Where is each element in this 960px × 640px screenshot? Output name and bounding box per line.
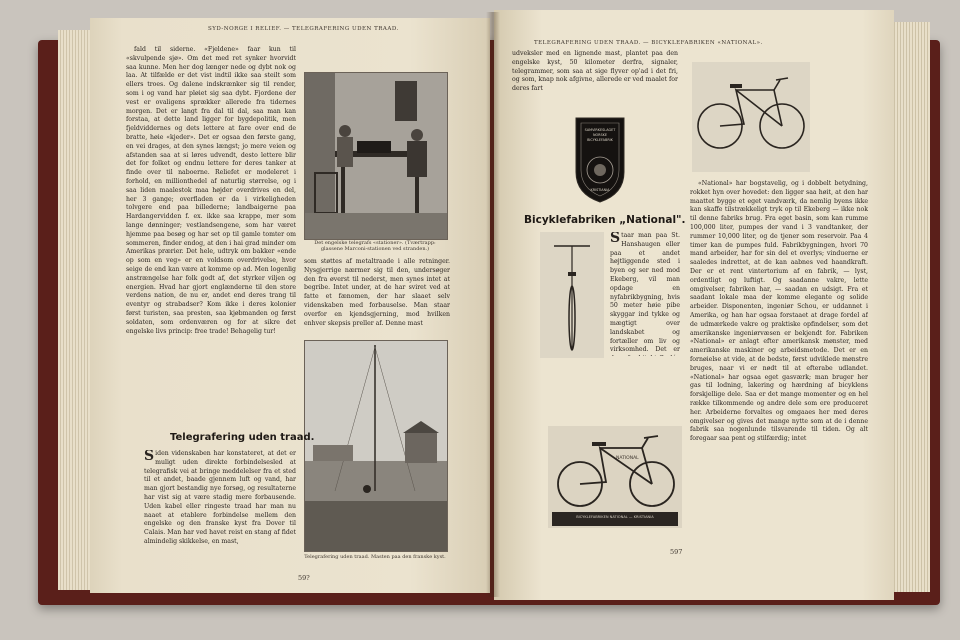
- badge-line-3: BICYKLEFABRIK: [587, 138, 613, 142]
- telegraph-office-photo: [304, 72, 448, 240]
- telegraph-section-title: Telegrafering uden traad.: [170, 432, 315, 443]
- page-edges-right: [892, 22, 930, 592]
- drop-cap-s: S: [144, 450, 155, 464]
- badge-line-4: KRISTIANIA: [590, 188, 610, 192]
- book-gutter: [486, 12, 500, 597]
- left-page: [90, 18, 490, 593]
- telegraph-section-text: [144, 450, 296, 568]
- mast-illustration: [305, 341, 447, 551]
- bicycle-side-view-image: [692, 62, 810, 172]
- left-column-text: [126, 46, 296, 426]
- mast-photo: [304, 340, 448, 552]
- bicycle-plate-image: [548, 426, 682, 528]
- right-running-head: TELEGRAFERING UDEN TRAAD. — BICYKLEFABRIKEN «NATIONAL».: [534, 40, 763, 46]
- left-running-head: SYD-NORGE I RELIEF. — TELEGRAFERING UDEN TRAAD.: [208, 26, 399, 32]
- bicycle-plate-illustration: [548, 426, 682, 528]
- national-mid-paragraph: taar man paa St. Hanshaugen eller paa et andet højtliggende sted i byen og ser ned mod Ekeberg, vil man opdage en nyfabrikbygning, hvis 50 meter høie pibe skyggar ind tykke og mægtigt over landskabet og fortæller om liv og virksomhed. Det er: [610, 232, 680, 354]
- telegraph-photo-caption: Det engelske telegrafs «stationer». (Tværtrapp: glassene Marconi-stationen ved stranden.): [314, 240, 436, 252]
- left-column-b-text: [304, 258, 450, 338]
- right-top-paragraph: udveksler med en lignende mast, plantet paa den engelske kyst, 50 kilometer derfra, signaler, telegrammer, som saa at sige flyver op'ad i det fri, og som, knap nok afgivne, allerede er ved maalet for deres fart: [512, 50, 678, 93]
- drop-cap-s-right: S: [610, 232, 621, 246]
- national-badge-logo: [572, 114, 628, 204]
- bike-brand-label: NATIONAL: [616, 456, 639, 461]
- bike-plate-caption: BICYKLEFABRIKEN NATIONAL — KRISTIANIA: [576, 515, 654, 519]
- left-page-number: 59?: [298, 574, 310, 582]
- badge-line-2: NORSKE: [592, 133, 608, 137]
- telegraph-office-illustration: [305, 73, 447, 239]
- right-page-number: 597: [670, 548, 683, 556]
- right-page: [494, 10, 894, 600]
- bicycle-front-view-image: [540, 232, 604, 358]
- telegraph-section-paragraph: iden videnskaben har konstateret, at det er muligt uden direkte forbindelsesled at telegrafisk vei at bringe meddelelser fra et sted til et andet, baade gjennem luft og vand, har man gjort bestandig nye forsøg, og resultaterne har vist sig at være stadig mere forbausende. Uden kabel eller ringeste traad har man nu naaet at etablere forbindelse mellem den engelske og den franske kyst fra Dover til Calais. Man har ved havet reist en stang af fidet almindelig skikkelse, en mast,: [144, 450, 296, 545]
- left-column-paragraph: fald til siderne. «Fjeldene» faar kun til «skvulpende sjø». Om det med ret synker hvorvidt saa kunne. Men her dog længer nede og dybt nok og laa. At tilfælde er det vist indtil ikke saa steilt som ellers troes. Og dalene indskrænker sig til render, som i og vand har pløiet sig saa dybt. Fjordene der vest er ovaligens sprækker allerede fra tidernes morgen. Det er langt fra dal til dal, saa man kan forstaa, at dette land ligger for bygdepolitik, men fjeldviddernes og dets lettere at fare over end de bratte, høie «kjeder». Det er ogsaa den første gang, en vei drages, at den synes længst; jo mere veien og afstanden saa at si løres udvendt, desto lettere blir det for folket og endnu lettere for deres tanker at finde over til naboerne. Reliefet er modeleret i forhold, en millionthedel af naturlig størrelse, og i saa liden maalestok maa højder overdrives en del, her 3 gange; overfladen er da i virkeligheden tolvgere end paa billederne; landbaigerne paa Hardangervidden f. ex. ikke saa krappe, mer som lange dønninger; vestlandsengene, som har været hjemme paa besøg og har set op til gamle tomter om sommeren, finder endog, at den i hai grad minder om Amerikas prærier. Det hele, udtryk om bakker «ende op som en veg» er en voldsom overdrivelse, hvor seige de end kan være at komme op ad. Men logenlig anstrængelse har folk godt af, det styrker viljen og energien. Hvad har gjort englænderne til den store verdens nation, de nu er, andet end deres trang til eventyr og strabadser? Kom ikke i deres kolonier først turisten, saa presten, saa kjøbmanden og først soldaten, som ordenværen og for at sikre det engelske livs princip: free trade! Behagelig tur!: [126, 46, 296, 335]
- national-section-title: Bicyklefabriken „National".: [524, 214, 686, 226]
- badge-text: [578, 128, 622, 143]
- badge-line-1: SAMVIRKESLAGET: [584, 128, 616, 132]
- page-edges-left: [58, 30, 92, 590]
- national-mid-text: [610, 232, 680, 356]
- bicycle-side-illustration: [692, 62, 810, 172]
- national-right-paragraph: «National» har bogstavelig, og i dobbelt betydning, rokket hyn over hovedet: den ligger saa høit, at den har maattet bygge et eget vandværk, da nemlig byens ikke kan skaffe tilstrækkeligt tryk op til Ekeberg — ikke nok til denne fabriks brug. Fra eget basin, som kan rumme 100,000 liter, pumpes der vand i 3 vandtanker, der rummer 10,000 liter, og de tjener som reservoir. Paa 4 timer kan de pumpes fuld. Fabrikbygningen, hvori 70 mand arbeider, har for sin del et overlys; vinduerne er saaledes indrettet, at de kan aabnes ved haandkraft. Der er et rent vintertorium af en fabrik, — lyst, ordentligt og luftigt. Og saadanne vakre, lette omgivelser, fabriken har, — saadan en udsigt. Fra et saadant lokale maa der komme elegante og solide arbeider. Disponenten, ingeniør Schou, er uddannet i Amerika, og han har ogsaa forstaaet at drage fordel af de udmærkede vakre og praktiske opfindelser, som det amerikanske ingeniørvæsen er bekjendt for. Fabriken «National» er anlagt efter amerikansk mønster, med amerikanske maskiner og arbeidsmetode. Det er en fornøielse at vide, at de bedste, først udviklede mønstre bruges, naar vi er nødt til at efterabe udlandet. «National» har ogsaa eget gasværk; man bruger her gas til lodning, lakering og hærdning af bicyklens forskjellige dele. Saa er det mange momenter og en hel række tilkommende og andre dele som ere produceret her. Arbeiderne forvaltes og omgaaes her med deres omgivelser og gives det mange nytte som at de i denne fabrik saa nogenlunde tilsvarende til tiden. Og alt foregaar saa pent og stilfærdig; intet: [690, 180, 868, 443]
- right-top-text: [512, 50, 678, 106]
- mast-photo-caption: Telegrafering uden traad. Masten paa den franske kyst.: [304, 554, 446, 560]
- national-right-text: [690, 180, 868, 560]
- bicycle-front-illustration: [540, 232, 604, 358]
- left-column-b-paragraph: som støttes af metaltraade i alle retninger. Nysgjerrige nærmer sig til den, undersøger den fra øverst til nederst, men synes intet at begribe. Intet under, at de har sviret ved at fatte et fænomen, der har slaaet selv videnskaben med forbauselse. Man staar overfor en kjendsgjerning, mod hvilken enhver skepsis preller af. Denne mast: [304, 258, 450, 327]
